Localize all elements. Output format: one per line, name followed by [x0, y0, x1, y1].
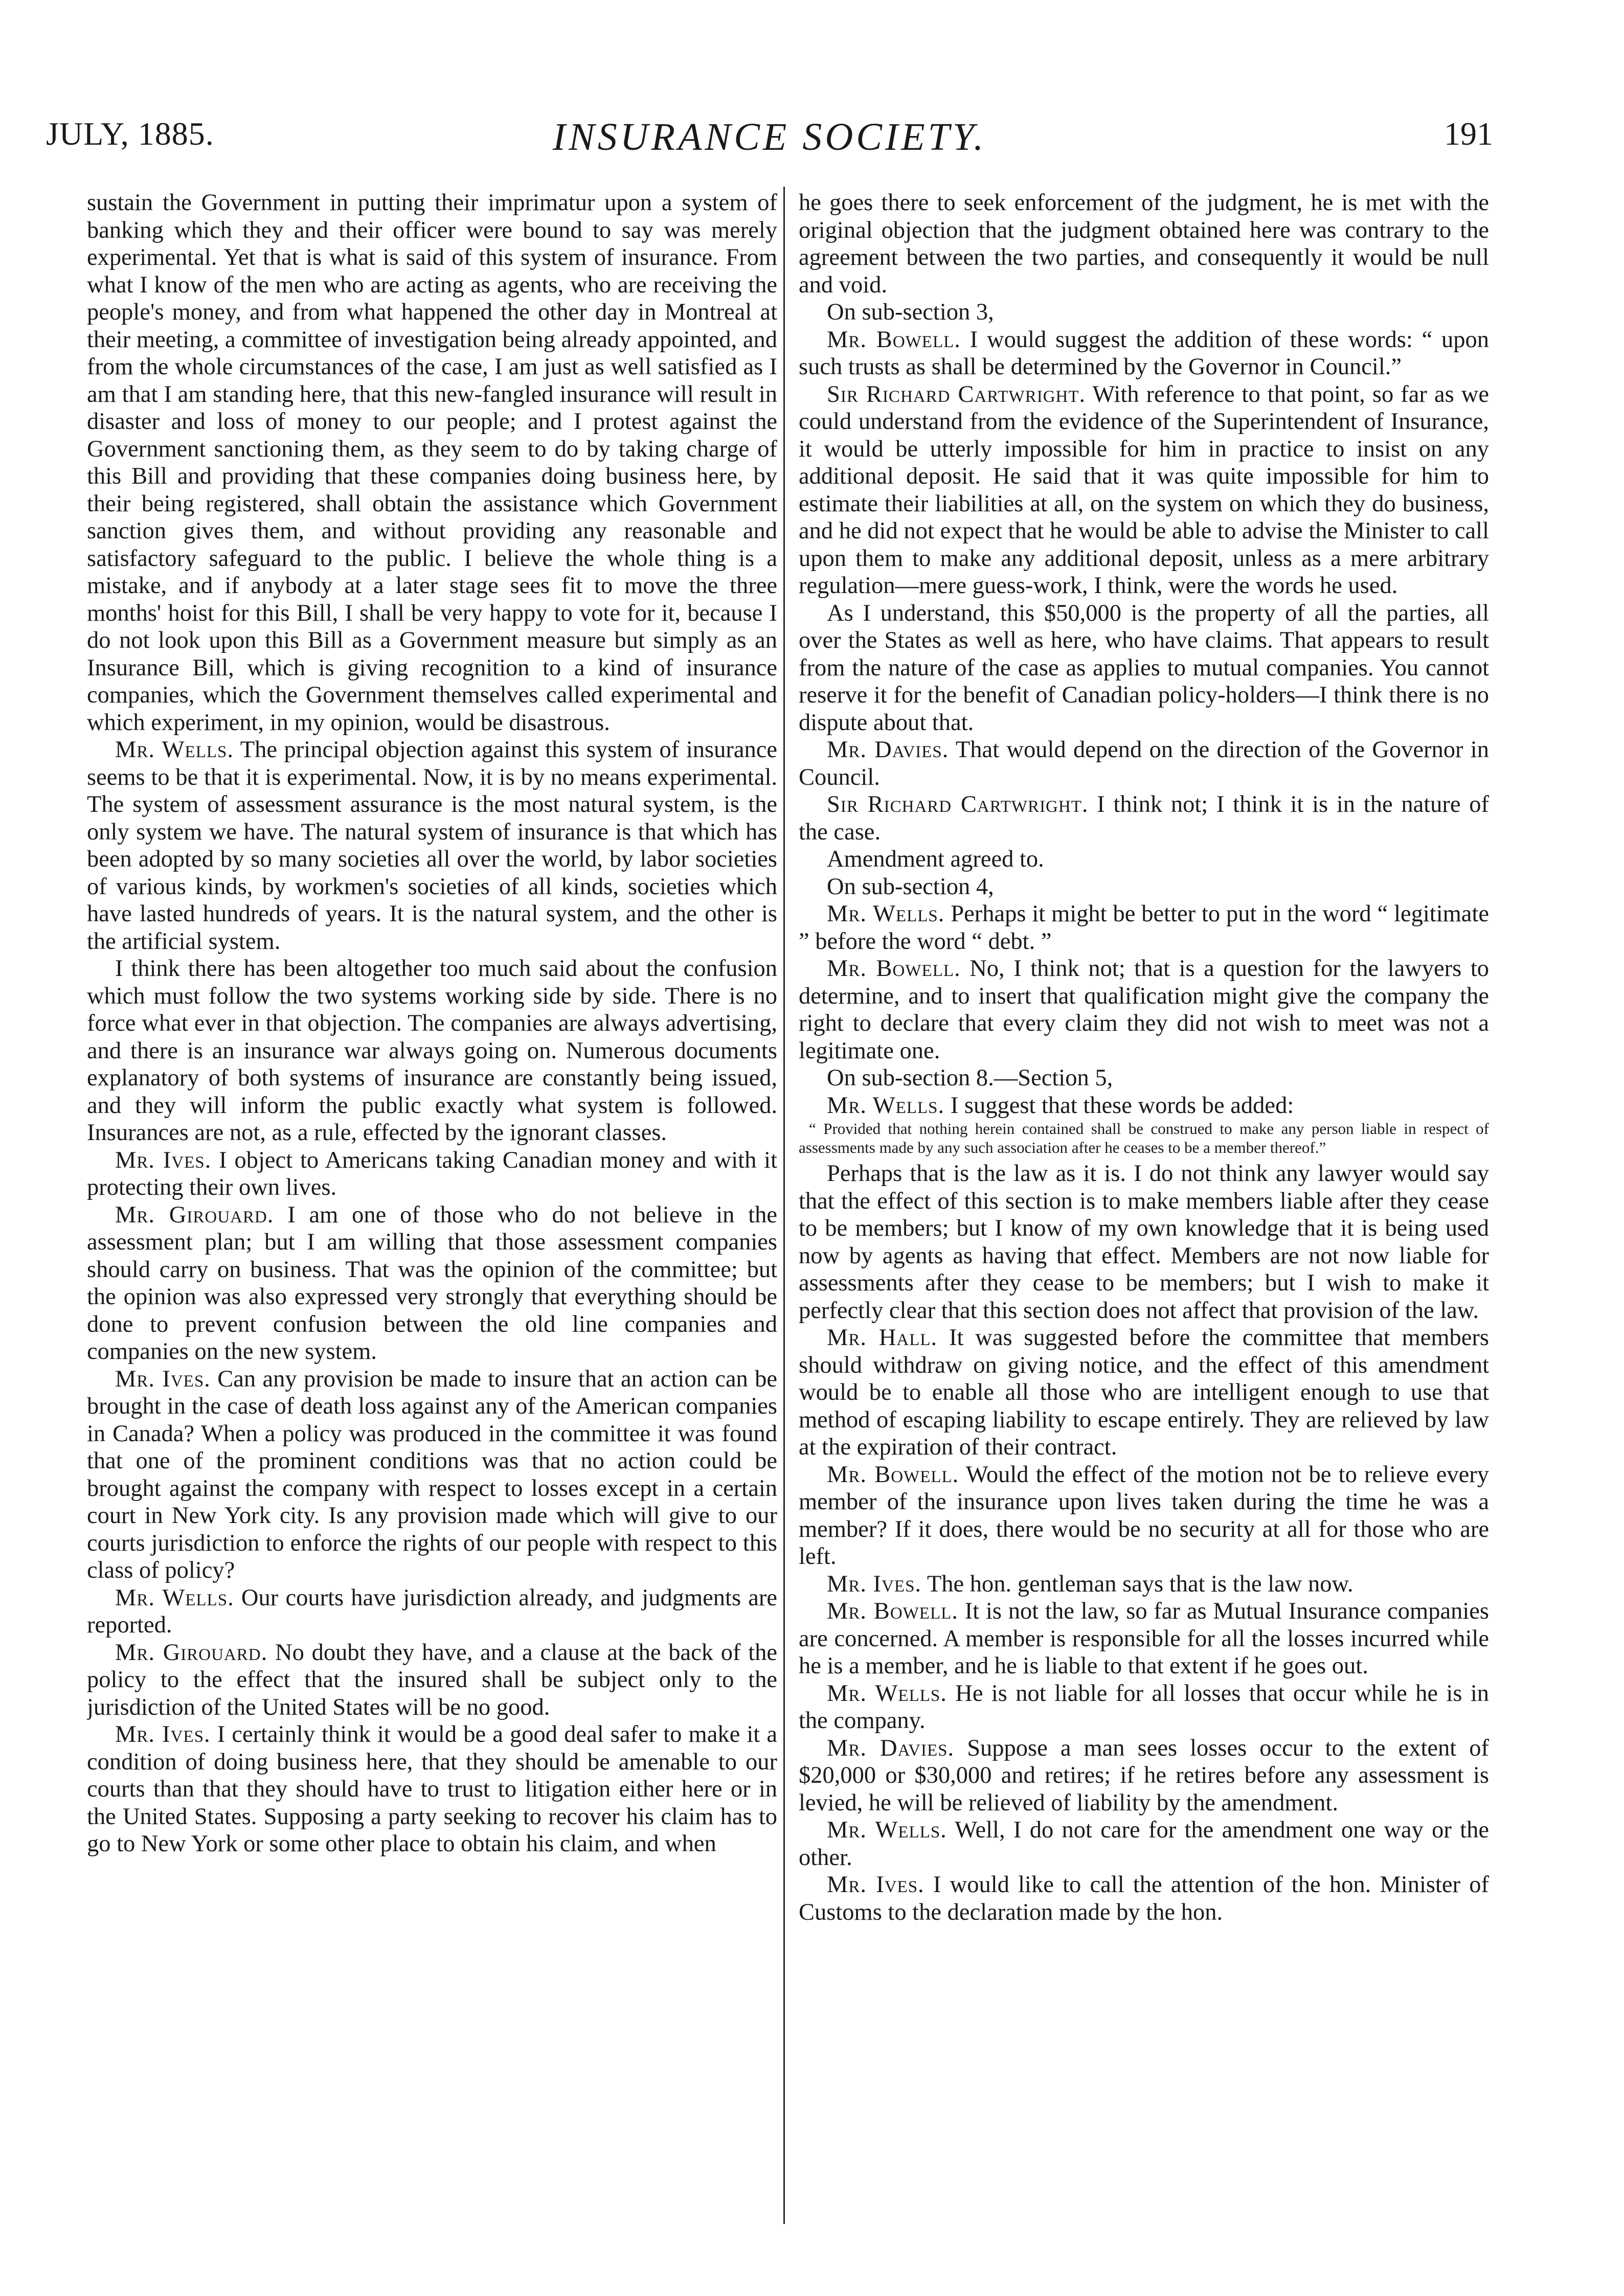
speaker-name: Mr. Davies.: [827, 737, 949, 763]
paragraph: [87, 1366, 777, 1584]
paragraph-text: The principal objection against this system of insurance seems to be that it is experimental. Now, it is by no means experimental. The system of assessment assurance is the most natural system, is the only system we have. The natural system of insurance is that which has been adopted by so many societies all over the world, by labor societies of various kinds, by workmen's societies of all kinds, societies which have lasted hundreds of years. It is the natural system, and the other is the artificial system.: [87, 737, 777, 954]
paragraph-text: As I understand, this $50,000 is the property of all the parties, all over the States as well as here, who have claims. That appears to result from the nature of the case as applies to mutual companies. You cannot reserve it for the benefit of Canadian policy-holders—I think there is no dispute about that.: [799, 600, 1489, 736]
column-divider: [783, 187, 785, 2224]
paragraph-text: No doubt they have, and a clause at the back of the policy to the effect that the insured shall be subject only to the jurisdiction of the United States will be no good.: [87, 1639, 777, 1720]
paragraph-text: I certainly think it would be a good deal safer to make it a condition of doing business here, that they should be amenable to our courts than that they should have to trust to litigation either here or in the United States. Supposing a party seeking to recover his claim has to go to New York or some other place to obtain his claim, and when: [87, 1721, 777, 1857]
paragraph-text: I am one of those who do not believe in the assessment plan; but I am willing that those assessment companies should carry on business. That was the opinion of the committee; but the opinion was also expressed very strongly that everything should be done to prevent confusion between the old line companies and companies on the new system.: [87, 1201, 777, 1365]
speaker-name: Mr. Bowell.: [827, 1598, 958, 1624]
paragraph-text: sustain the Government in putting their imprimatur upon a system of banking which they and their officer were bound to say was merely experimental. Yet that is what is said of this system of insurance. From what I know of the men who are acting as agents, who are receiving the people's money, and from what happened the other day in Montreal at their meeting, a committee of investigation being already appointed, and from the whole circumstances of the case, I am just as well satisfied as I am that I am standing here, that this new-fangled insurance will result in disaster and loss of money to our people; and I protest against the Government sanctioning them, as they seem to do by taking charge of this Bill and providing that these companies doing business here, by their being registered, shall obtain the assistance which Government sanction gives them, and without providing any reasonable and satisfactory safeguard to the public. I believe the whole thing is a mistake, and if anybody at a later stage sees fit to move the three months' hoist for this Bill, I shall be very happy to vote for it, because I do not look upon this Bill as a Government measure but simply as an Insurance Bill, which is giving recognition to a kind of insurance companies, which the Government themselves called experimental and which experiment, in my opinion, would be disastrous.: [87, 190, 777, 736]
paragraph-text: Perhaps it might be better to put in the word “ legitimate ” before the word “ debt. ”: [799, 901, 1489, 954]
paragraph: [87, 1584, 777, 1639]
speaker-name: Mr. Ives.: [115, 1721, 211, 1747]
speaker-name: Mr. Wells.: [827, 1092, 945, 1119]
paragraph: [799, 955, 1489, 1064]
page-number: 191: [1444, 116, 1493, 152]
paragraph-text: “ Provided that nothing herein contained shall be construed to make any person liable in respect of assessments made by any such association after he ceases to be a member thereof.”: [799, 1120, 1489, 1156]
speaker-name: Mr. Hall.: [827, 1325, 938, 1351]
paragraph: [799, 1160, 1489, 1324]
paragraph-text: Suppose a man sees losses occur to the extent of $20,000 or $30,000 and retires; if he retires before any assessment is levied, he will be relieved of liability by the amendment.: [799, 1735, 1489, 1816]
paragraph-text: Amendment agreed to.: [827, 846, 1044, 872]
paragraph: [799, 189, 1489, 299]
paragraph: [799, 1598, 1489, 1680]
header-title: INSURANCE SOCIETY.: [552, 116, 987, 158]
paragraph-text: With reference to that point, so far as we could understand from the evidence of the Superintendent of Insurance, it would be utterly impossible for him in practice to insist on any additional deposit. He said that it was quite impossible for him to estimate their liabilities at all, on the system on which they do business, and he did not expect that he would be able to advise the Minister to call upon them to make any additional deposit, unless as a mere arbitrary regulation—mere guess-work, I think, were the words he used.: [799, 381, 1489, 599]
paragraph: [799, 1092, 1489, 1120]
paragraph-text: Well, I do not care for the amendment one way or the other.: [799, 1817, 1489, 1871]
paragraph-text: I think not; I think it is in the nature of the case.: [799, 791, 1489, 845]
paragraph: [799, 1064, 1489, 1092]
paragraph-text: I suggest that these words be added:: [950, 1092, 1294, 1119]
paragraph: [799, 791, 1489, 846]
speaker-name: Mr. Ives.: [827, 1571, 922, 1597]
paragraph: [799, 736, 1489, 791]
paragraph-text: Our courts have jurisdiction already, and judgments are reported.: [87, 1584, 777, 1638]
paragraph-text: Perhaps that is the law as it is. I do not think any lawyer would say that the effect of this section is to make members liable after they cease to be members; but I know of my own knowledge that it is being used now by agents as having that effect. Members are not now liable for assessments after they cease to be members; but I wish to make it perfectly clear that this section does not affect that provision of the law.: [799, 1161, 1489, 1324]
speaker-name: Mr. Wells.: [827, 1680, 947, 1707]
paragraph-text: That would depend on the direction of the Governor in Council.: [799, 737, 1489, 790]
speaker-name: Mr. Bowell.: [827, 956, 961, 982]
page-header: [46, 115, 1493, 166]
paragraph: [87, 1147, 777, 1201]
paragraph: [799, 1571, 1489, 1598]
paragraph: [799, 900, 1489, 955]
paragraph: [799, 1461, 1489, 1571]
paragraph-text: I would like to call the attention of the hon. Minister of Customs to the declaration made by the hon.: [799, 1872, 1489, 1925]
paragraph: [87, 1721, 777, 1858]
paragraph: [87, 1201, 777, 1366]
speaker-name: Mr. Bowell.: [827, 1461, 959, 1488]
speaker-name: Sir Richard Cartwright.: [827, 791, 1089, 817]
header-date: JULY, 1885.: [46, 116, 214, 152]
speaker-name: Mr. Ives.: [827, 1872, 924, 1898]
paragraph-text: On sub-section 8.—Section 5,: [827, 1065, 1113, 1091]
paragraph: [87, 189, 777, 736]
paragraph-text: On sub-section 3,: [827, 299, 994, 325]
paragraph-text: No, I think not; that is a question for the lawyers to determine, and to insert that qualification might give the company the right to declare that every claim they did not wish to meet was not a legitimate one.: [799, 956, 1489, 1064]
paragraph-text: It is not the law, so far as Mutual Insurance companies are concerned. A member is responsible for all the losses incurred while he is a member, and he is liable to that extent if he goes out.: [799, 1598, 1489, 1679]
speaker-name: Sir Richard Cartwright.: [827, 381, 1086, 407]
paragraph-text: It was suggested before the committee that members should withdraw on giving notice, and the effect of this amendment would be to enable all those who are intelligent enough to use that method of escaping liability to escape entirely. They are relieved by law at the expiration of their contract.: [799, 1325, 1489, 1460]
paragraph: [799, 1735, 1489, 1817]
speaker-name: Mr. Davies.: [827, 1735, 955, 1761]
speaker-name: Mr. Ives.: [115, 1147, 212, 1173]
paragraph-text: On sub-section 4,: [827, 873, 994, 900]
paragraph: [87, 955, 777, 1147]
paragraph: [799, 1871, 1489, 1926]
speaker-name: Mr. Girouard.: [115, 1639, 268, 1666]
speaker-name: Mr. Wells.: [827, 1817, 947, 1843]
paragraph: [799, 846, 1489, 873]
speaker-name: Mr. Wells.: [827, 901, 945, 927]
speaker-name: Mr. Wells.: [115, 737, 234, 763]
paragraph: [799, 299, 1489, 326]
paragraph-text: The hon. gentleman says that is the law now.: [927, 1571, 1354, 1597]
speaker-name: Mr. Ives.: [115, 1366, 211, 1392]
paragraph: [87, 736, 777, 955]
paragraph-text: he goes there to seek enforcement of the judgment, he is met with the original objection that the judgment obtained here was contrary to the agreement between the two parties, and consequently it would be null and void.: [799, 190, 1489, 298]
paragraph: [799, 326, 1489, 381]
left-column: [87, 189, 777, 2214]
paragraph: [799, 873, 1489, 901]
paragraph-text: Would the effect of the motion not be to relieve every member of the insurance upon lives taken during the time he was a member? If it does, there would be no security at all for those who are left.: [799, 1461, 1489, 1570]
paragraph-text: I object to Americans taking Canadian money and with it protecting their own lives.: [87, 1147, 777, 1200]
paragraph: [799, 600, 1489, 737]
right-column: [799, 189, 1489, 2214]
paragraph: [87, 1639, 777, 1721]
paragraph: [799, 1324, 1489, 1461]
paragraph: [799, 381, 1489, 600]
paragraph-text: He is not liable for all losses that occur while he is in the company.: [799, 1680, 1489, 1734]
paragraph: [799, 1816, 1489, 1871]
speaker-name: Mr. Girouard.: [115, 1201, 274, 1228]
speaker-name: Mr. Bowell.: [827, 326, 961, 353]
speaker-name: Mr. Wells.: [115, 1584, 234, 1611]
paragraph-text: Can any provision be made to insure that an action can be brought in the case of death loss against any of the American companies in Canada? When a policy was produced in the committee it was found that one of the prominent conditions was that no action could be brought against the company with respect to losses except in a certain court in New York city. Is any provision made which will give to our courts jurisdiction to enforce the rights of our people with respect to this class of policy?: [87, 1366, 777, 1583]
quoted-amendment: [799, 1119, 1489, 1157]
paragraph: [799, 1680, 1489, 1735]
paragraph-text: I would suggest the addition of these words: “ upon such trusts as shall be determined by the Governor in Council.”: [799, 326, 1489, 380]
paragraph-text: I think there has been altogether too much said about the confusion which must follow the two systems working side by side. There is no force what ever in that objection. The companies are always advertising, and there is an insurance war always going on. Numerous documents explanatory of both systems of insurance are constantly being issued, and they will inform the public exactly what system is followed. Insurances are not, as a rule, effected by the ignorant classes.: [87, 956, 777, 1146]
